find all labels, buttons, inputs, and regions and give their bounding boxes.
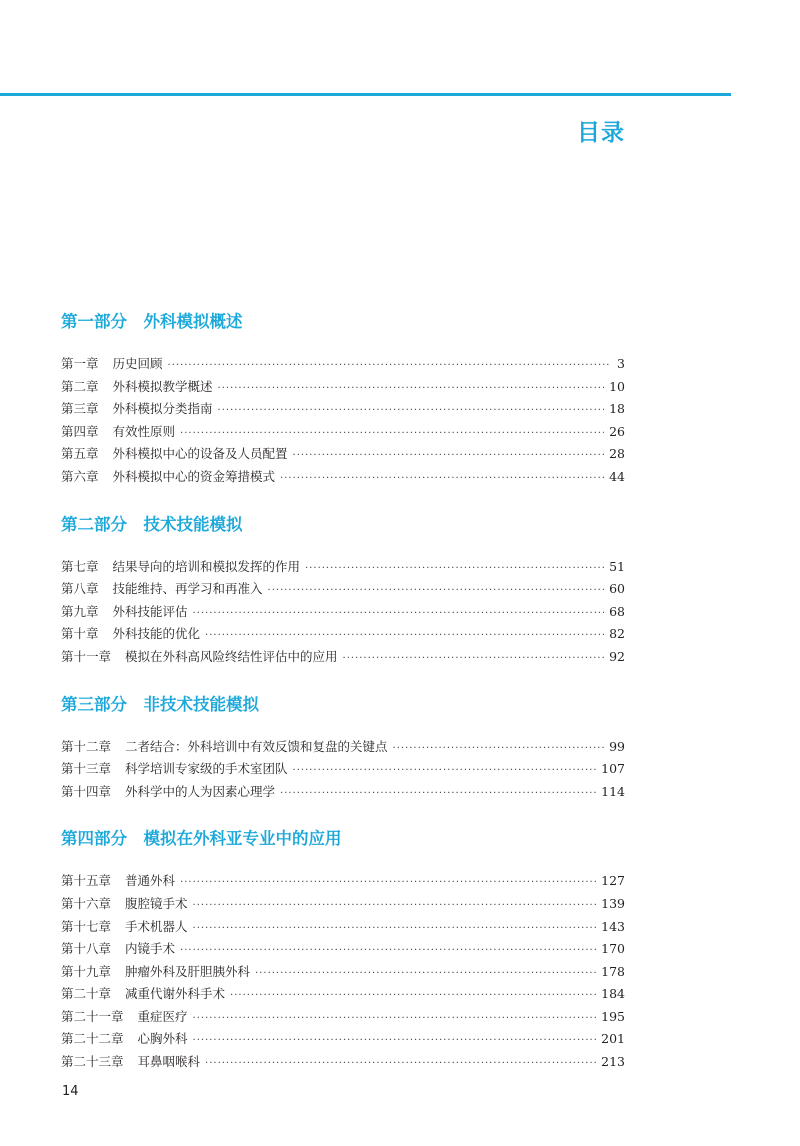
dot-leader: [205, 625, 604, 648]
chapter-page: 178: [601, 963, 625, 979]
dot-leader: [268, 580, 605, 603]
toc-part: [61, 511, 625, 669]
toc-entry[interactable]: [61, 376, 625, 399]
page-number: 14: [62, 1084, 79, 1099]
dot-leader: [305, 558, 604, 581]
chapter-title: 模拟在外科高风险终结性评估中的应用: [125, 648, 338, 664]
toc-entry[interactable]: [61, 1028, 625, 1051]
chapter-number: 第十四章: [61, 783, 112, 799]
toc-part: [61, 825, 625, 1073]
chapter-number: 第十章: [61, 626, 99, 642]
toc-entry[interactable]: [61, 421, 625, 444]
toc-entry[interactable]: [61, 443, 625, 466]
chapter-page: 92: [609, 648, 625, 664]
chapter-number: 第二十二章: [61, 1031, 124, 1047]
toc-entry[interactable]: [61, 781, 625, 804]
chapter-number: 第三章: [61, 401, 99, 417]
chapter-page: 10: [609, 378, 625, 394]
chapter-title: 外科模拟分类指南: [112, 401, 213, 417]
chapter-page: 195: [601, 1008, 625, 1024]
dot-leader: [168, 355, 610, 378]
part-title: 第一部分 外科模拟概述: [61, 312, 243, 331]
chapter-page: 213: [601, 1054, 625, 1070]
page-title: 目录: [577, 120, 625, 146]
chapter-title: 结果导向的培训和模拟发挥的作用: [112, 558, 301, 574]
chapter-number: 第六章: [61, 468, 99, 484]
chapter-title: 重症医疗: [137, 1008, 188, 1024]
chapter-page: 3: [617, 356, 625, 371]
dot-leader: [343, 648, 605, 671]
chapter-number: 第七章: [61, 558, 99, 574]
dot-leader: [193, 1030, 597, 1053]
part-title: 第四部分 模拟在外科亚专业中的应用: [61, 829, 342, 849]
chapter-page: 139: [601, 895, 625, 911]
chapter-page: 184: [601, 986, 625, 1002]
toc-entry[interactable]: [61, 1006, 625, 1029]
chapter-number: 第二十一章: [61, 1008, 124, 1024]
chapter-number: 第二章: [61, 378, 99, 394]
chapter-page: 107: [601, 761, 625, 777]
toc-entry[interactable]: [61, 916, 625, 939]
chapter-number: 第十三章: [61, 761, 112, 777]
toc-entry[interactable]: [61, 623, 625, 646]
dot-leader: [218, 400, 605, 423]
dot-leader: [193, 603, 605, 626]
dot-leader: [205, 1053, 596, 1076]
chapter-number: 第十五章: [61, 873, 112, 889]
toc-entry[interactable]: [61, 893, 625, 916]
chapter-page: 99: [609, 738, 625, 754]
dot-leader: [230, 985, 596, 1008]
chapter-page: 127: [601, 873, 625, 889]
chapter-title: 历史回顾: [112, 356, 163, 371]
chapter-page: 28: [609, 446, 625, 462]
chapter-number: 第十七章: [61, 918, 112, 934]
chapter-page: 18: [609, 401, 625, 417]
chapter-title: 减重代谢外科手术: [125, 986, 226, 1002]
chapter-page: 68: [609, 603, 625, 619]
chapter-title: 耳鼻咽喉科: [137, 1054, 201, 1070]
chapter-title: 外科模拟中心的资金筹措模式: [112, 468, 276, 484]
chapter-number: 第二十章: [61, 986, 112, 1002]
chapter-page: 143: [601, 918, 625, 934]
chapter-title: 外科技能的优化: [112, 626, 201, 642]
toc-entry[interactable]: [61, 601, 625, 624]
dot-leader: [393, 738, 605, 761]
chapter-page: 51: [609, 558, 625, 574]
chapter-number: 第十八章: [61, 941, 112, 957]
chapter-title: 内镜手术: [125, 941, 176, 957]
chapter-title: 科学培训专家级的手术室团队: [125, 761, 288, 777]
toc-entry[interactable]: [61, 938, 625, 961]
dot-leader: [193, 918, 597, 941]
toc-entry[interactable]: [61, 736, 625, 759]
toc-entry[interactable]: [61, 556, 625, 579]
chapter-number: 第十一章: [61, 648, 112, 664]
dot-leader: [255, 963, 596, 986]
chapter-title: 外科技能评估: [112, 603, 188, 619]
dot-leader: [180, 872, 596, 895]
chapter-page: 60: [609, 581, 625, 597]
chapter-number: 第十六章: [61, 895, 112, 911]
toc-part: [61, 691, 625, 804]
chapter-title: 腹腔镜手术: [125, 895, 188, 911]
chapter-page: 170: [601, 941, 625, 957]
chapter-number: 第十二章: [61, 738, 112, 754]
header-rule: [0, 93, 731, 96]
chapter-title: 普通外科: [125, 873, 176, 889]
toc-entry[interactable]: [61, 1051, 625, 1074]
chapter-number: 第八章: [61, 581, 99, 597]
part-title: 第二部分 技术技能模拟: [61, 514, 243, 534]
chapter-number: 第二十三章: [61, 1054, 124, 1070]
dot-leader: [280, 468, 604, 491]
dot-leader: [180, 940, 596, 963]
chapter-title: 手术机器人: [125, 918, 188, 934]
part-title: 第三部分 非技术技能模拟: [61, 694, 259, 714]
chapter-page: 44: [609, 468, 625, 484]
toc-entry[interactable]: [61, 646, 625, 669]
chapter-page: 82: [609, 626, 625, 642]
toc-part: [61, 308, 625, 489]
toc-entry[interactable]: [61, 578, 625, 601]
chapter-title: 外科学中的人为因素心理学: [125, 783, 276, 799]
toc-entry[interactable]: [61, 758, 625, 781]
dot-leader: [218, 378, 605, 401]
chapter-page: 114: [601, 783, 625, 799]
dot-leader: [280, 783, 596, 806]
dot-leader: [193, 895, 597, 918]
toc-entry[interactable]: [61, 398, 625, 421]
chapter-title: 肿瘤外科及肝胆胰外科: [125, 963, 251, 979]
chapter-number: 第九章: [61, 603, 99, 619]
chapter-title: 心胸外科: [137, 1031, 188, 1047]
chapter-page: 201: [601, 1031, 625, 1047]
toc-entry[interactable]: [61, 961, 625, 984]
dot-leader: [293, 760, 597, 783]
toc-entry[interactable]: [61, 870, 625, 893]
chapter-number: 第一章: [61, 356, 99, 371]
chapter-number: 第五章: [61, 446, 99, 462]
chapter-title: 技能维持、再学习和再准入: [112, 581, 263, 597]
toc-entry[interactable]: [61, 353, 625, 376]
chapter-title: 外科模拟教学概述: [112, 378, 213, 394]
dot-leader: [293, 445, 605, 468]
chapter-number: 第四章: [61, 423, 99, 439]
toc-entry[interactable]: [61, 983, 625, 1006]
dot-leader: [180, 423, 604, 446]
toc-entry[interactable]: [61, 466, 625, 489]
table-of-contents: [61, 308, 625, 1096]
chapter-title: 外科模拟中心的设备及人员配置: [112, 446, 288, 462]
chapter-title: 有效性原则: [112, 423, 176, 439]
chapter-number: 第十九章: [61, 963, 112, 979]
chapter-title: 二者结合：外科培训中有效反馈和复盘的关键点: [125, 738, 388, 754]
dot-leader: [193, 1008, 597, 1031]
chapter-page: 26: [609, 423, 625, 439]
